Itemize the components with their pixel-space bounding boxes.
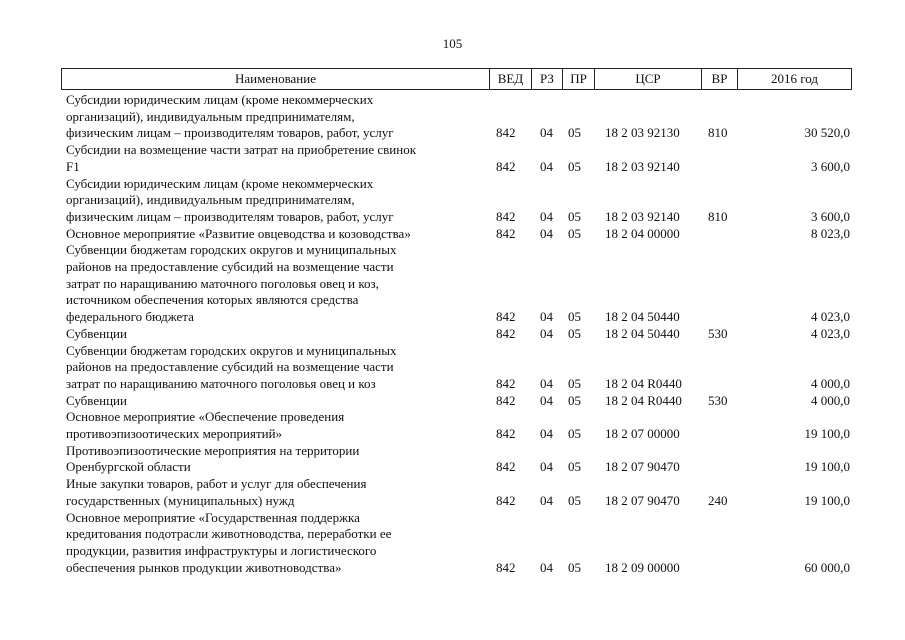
row-pr: 05	[568, 459, 581, 475]
row-name: Субсидии юридическим лицам (кроме некоммерческих организаций), индивидуальным предпринимателям, физическим лицам – производителям товаров, работ, услуг	[66, 175, 394, 224]
row-ved: 842	[496, 492, 516, 508]
row-ved: 842	[496, 559, 516, 575]
row-pr: 05	[568, 309, 581, 325]
row-vr: 810	[708, 125, 728, 141]
row-amount: 4 023,0	[811, 309, 850, 325]
row-pr: 05	[568, 325, 581, 341]
row-rz: 04	[540, 375, 553, 391]
row-csr: 18 2 03 92140	[605, 158, 680, 174]
row-csr: 18 2 07 00000	[605, 426, 680, 442]
row-rz: 04	[540, 325, 553, 341]
row-ved: 842	[496, 375, 516, 391]
row-pr: 05	[568, 392, 581, 408]
row-rz: 04	[540, 125, 553, 141]
row-csr: 18 2 04 50440	[605, 309, 680, 325]
row-amount: 30 520,0	[804, 125, 850, 141]
row-csr: 18 2 07 90470	[605, 459, 680, 475]
row-rz: 04	[540, 426, 553, 442]
row-name: Субвенции бюджетам городских округов и муниципальных районов на предоставление субсидий на возмещение части затрат по наращиванию маточного поголовья овец и коз	[66, 342, 397, 391]
row-amount: 3 600,0	[811, 208, 850, 224]
page-number: 105	[442, 36, 463, 51]
row-ved: 842	[496, 208, 516, 224]
row-ved: 842	[496, 325, 516, 341]
header-name: Наименование	[235, 71, 316, 86]
row-rz: 04	[540, 392, 553, 408]
row-rz: 04	[540, 208, 553, 224]
header-ved: ВЕД	[489, 69, 531, 89]
row-amount: 8 023,0	[811, 225, 850, 241]
row-csr: 18 2 04 50440	[605, 325, 680, 341]
row-vr: 530	[708, 325, 728, 341]
row-rz: 04	[540, 459, 553, 475]
table-row	[66, 326, 856, 343]
table-row	[66, 476, 856, 509]
table-row	[66, 92, 856, 142]
header-rz: РЗ	[531, 69, 562, 89]
row-rz: 04	[540, 225, 553, 241]
row-amount: 19 100,0	[804, 459, 850, 475]
row-rz: 04	[540, 309, 553, 325]
table-row	[66, 142, 856, 175]
row-ved: 842	[496, 426, 516, 442]
header-csr: ЦСР	[594, 69, 701, 89]
row-name: Иные закупки товаров, работ и услуг для обеспечения государственных (муниципальных) нужд	[66, 476, 367, 508]
row-name: Основное мероприятие «Обеспечение проведения противоэпизоотических мероприятий»	[66, 409, 345, 442]
row-csr: 18 2 03 92130	[605, 125, 680, 141]
row-csr: 18 2 04 00000	[605, 225, 680, 241]
row-ved: 842	[496, 459, 516, 475]
row-amount: 4 000,0	[811, 392, 850, 408]
row-pr: 05	[568, 375, 581, 391]
row-pr: 05	[568, 492, 581, 508]
table-row	[66, 176, 856, 226]
table-header	[61, 68, 852, 90]
row-amount: 19 100,0	[804, 492, 850, 508]
row-rz: 04	[540, 559, 553, 575]
header-pr: ПР	[562, 69, 594, 89]
row-amount: 4 000,0	[811, 375, 850, 391]
row-name: Субвенции	[66, 325, 127, 341]
row-vr: 810	[708, 208, 728, 224]
table-row	[66, 242, 856, 326]
row-name: Основное мероприятие «Развитие овцеводства и козоводства»	[66, 225, 411, 241]
header-vr: ВР	[701, 69, 737, 89]
row-pr: 05	[568, 426, 581, 442]
table-body	[66, 92, 856, 576]
row-pr: 05	[568, 225, 581, 241]
row-amount: 4 023,0	[811, 325, 850, 341]
table-row	[66, 393, 856, 410]
row-name: Субсидии юридическим лицам (кроме некоммерческих организаций), индивидуальным предпринимателям, физическим лицам – производителям товаров, работ, услуг	[66, 92, 394, 141]
table-row	[66, 343, 856, 393]
row-ved: 842	[496, 125, 516, 141]
row-amount: 3 600,0	[811, 158, 850, 174]
row-rz: 04	[540, 158, 553, 174]
row-pr: 05	[568, 559, 581, 575]
row-name: Основное мероприятие «Государственная поддержка кредитования подотрасли животноводства, переработки ее продукции, развития инфраструктуры и логистического обеспечения рынков продукции животноводства»	[66, 509, 392, 575]
row-vr: 240	[708, 492, 728, 508]
row-csr: 18 2 04 R0440	[605, 375, 682, 391]
row-ved: 842	[496, 158, 516, 174]
row-csr: 18 2 04 R0440	[605, 392, 682, 408]
row-csr: 18 2 03 92140	[605, 208, 680, 224]
row-vr: 530	[708, 392, 728, 408]
row-pr: 05	[568, 125, 581, 141]
row-ved: 842	[496, 309, 516, 325]
table-row	[66, 226, 856, 243]
row-csr: 18 2 09 00000	[605, 559, 680, 575]
table-row	[66, 409, 856, 442]
row-name: Субвенции	[66, 392, 127, 408]
row-name: Субсидии на возмещение части затрат на приобретение свинок F1	[66, 142, 417, 174]
table-row	[66, 443, 856, 476]
row-amount: 19 100,0	[804, 426, 850, 442]
row-csr: 18 2 07 90470	[605, 492, 680, 508]
row-name: Субвенции бюджетам городских округов и муниципальных районов на предоставление субсидий на возмещение части затрат по наращиванию маточного поголовья овец и коз, источником обеспечения которых являются средства федерального бюджета	[66, 242, 397, 325]
row-name: Противоэпизоотические мероприятия на территории Оренбургской области	[66, 442, 360, 475]
header-year: 2016 год	[737, 69, 851, 89]
table-row	[66, 510, 856, 577]
row-ved: 842	[496, 392, 516, 408]
row-rz: 04	[540, 492, 553, 508]
row-amount: 60 000,0	[804, 559, 850, 575]
row-ved: 842	[496, 225, 516, 241]
row-pr: 05	[568, 208, 581, 224]
row-pr: 05	[568, 158, 581, 174]
